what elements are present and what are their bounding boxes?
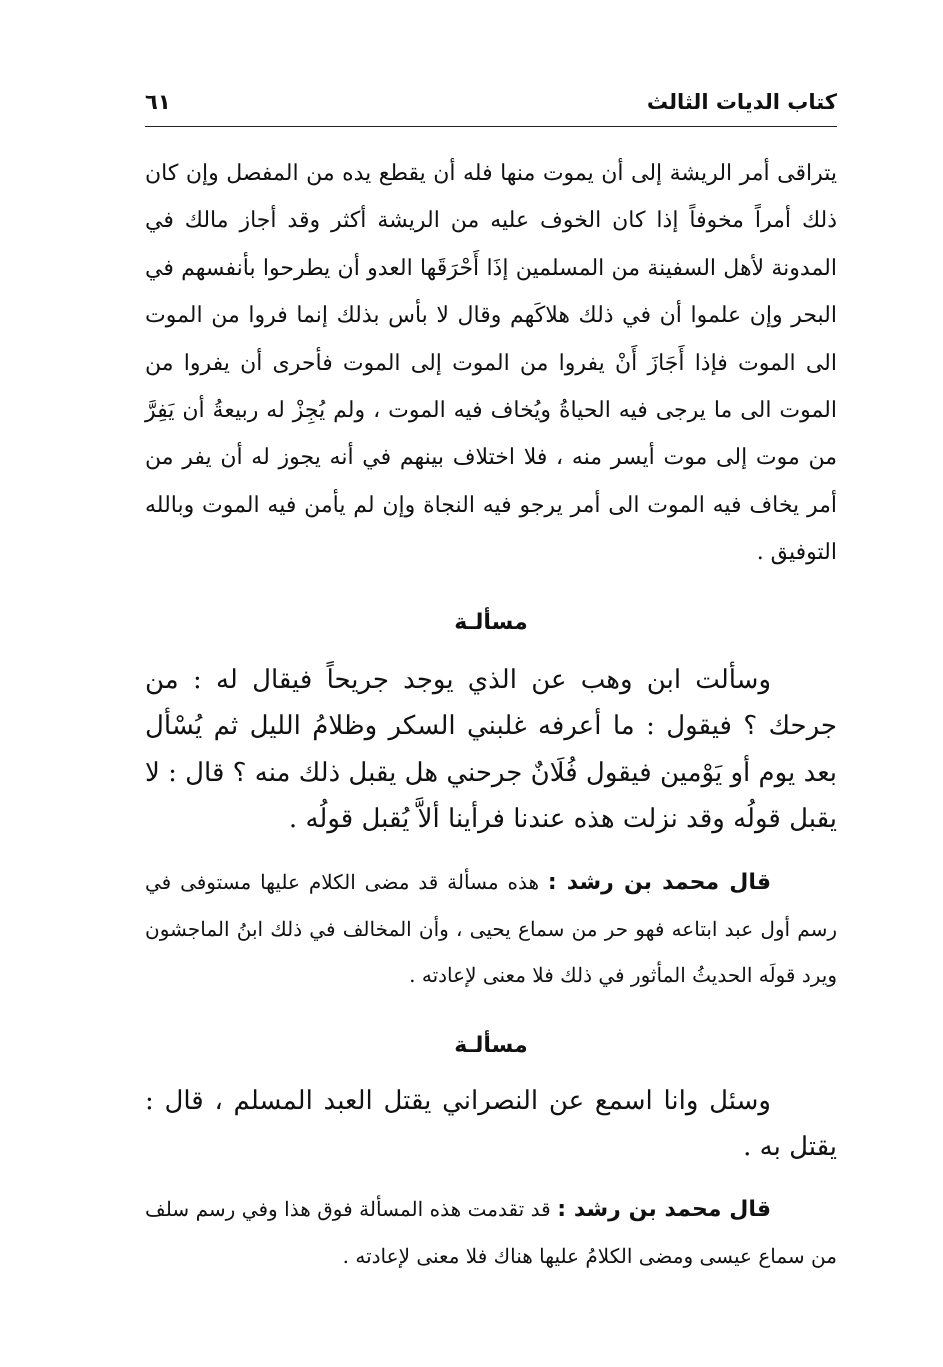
commentary-text: قد تقدمت هذه المسألة فوق هذا وفي رسم سلف من سماع عيسى ومضى الكلامُ عليها هناك فلا معنى لإعادته . (145, 1196, 837, 1268)
section-heading-2: مسألـة (454, 1032, 528, 1058)
paragraph-2: وسألت ابن وهب عن الذي يوجد جريحاً فيقال له : من جرحك ؟ فيقول : ما أعرفه غلبني السكر وظلامُ الليل ثم يُسْأل بعد يوم أو يَوْمين فيقول فُلَانٌ جرحني هل يقبل ذلك منه ؟ قال : لا يقبل قولُه وقد نزلت هذه عندنا فرأينا ألاَّ يُقبل قولُه . (145, 664, 837, 835)
page-number: ٦١ (145, 90, 171, 114)
commentary-text: هذه مسألة قد مضى الكلام عليها مستوفى في رسم أول عبد ابتاعه فهو حر من سماع يحيى ، وأن المخالف في ذلك ابنُ الماجشون ويرد قولَه الحديثُ المأثور في ذلك فلا معنى لإعادته . (145, 869, 837, 987)
running-header (145, 86, 837, 127)
section-heading-1: مسألـة (454, 609, 528, 635)
commentary-speaker: قال محمد بن رشد : (547, 869, 772, 895)
commentary-speaker: قال محمد بن رشد : (557, 1196, 771, 1222)
paragraph-3 (145, 859, 837, 998)
paragraph-1: يتراقى أمر الريشة إلى أن يموت منها فله أن يقطع يده من المفصل وإن كان ذلك أمراً مخوفاً إذا كان الخوف عليه من الريشة أكثر وقد أجاز مالك في المدونة لأهل السفينة من المسلمين إذَا أَحْرَقَها العدو أن يطرحوا بأنفسهم في البحر وإن علموا أن في ذلك هلاكَهم وقال لا بأس بذلك إنما فروا من الموت الى الموت فإذا أَجَازَ أَنْ يفروا من الموت إلى الموت فأحرى أن يفروا من الموت الى ما يرجى فيه الحياةُ ويُخاف فيه الموت ، ولم يُجِزْ له ربيعةُ أن يَفِرَّ من موت إلى موت أيسر منه ، فلا اختلاف بينهم في أنه يجوز له أن يفر من أمر يخاف فيه الموت الى أمر يرجو فيه النجاة وإن لم يأمن فيه الموت وبالله التوفيق . (145, 161, 837, 566)
paragraph-4: وسئل وانا اسمع عن النصراني يقتل العبد المسلم ، قال : يقتل به . (145, 1085, 837, 1162)
book-title: كتاب الديات الثالث (646, 90, 837, 114)
page-body (145, 150, 837, 1279)
paragraph-5 (145, 1186, 837, 1279)
